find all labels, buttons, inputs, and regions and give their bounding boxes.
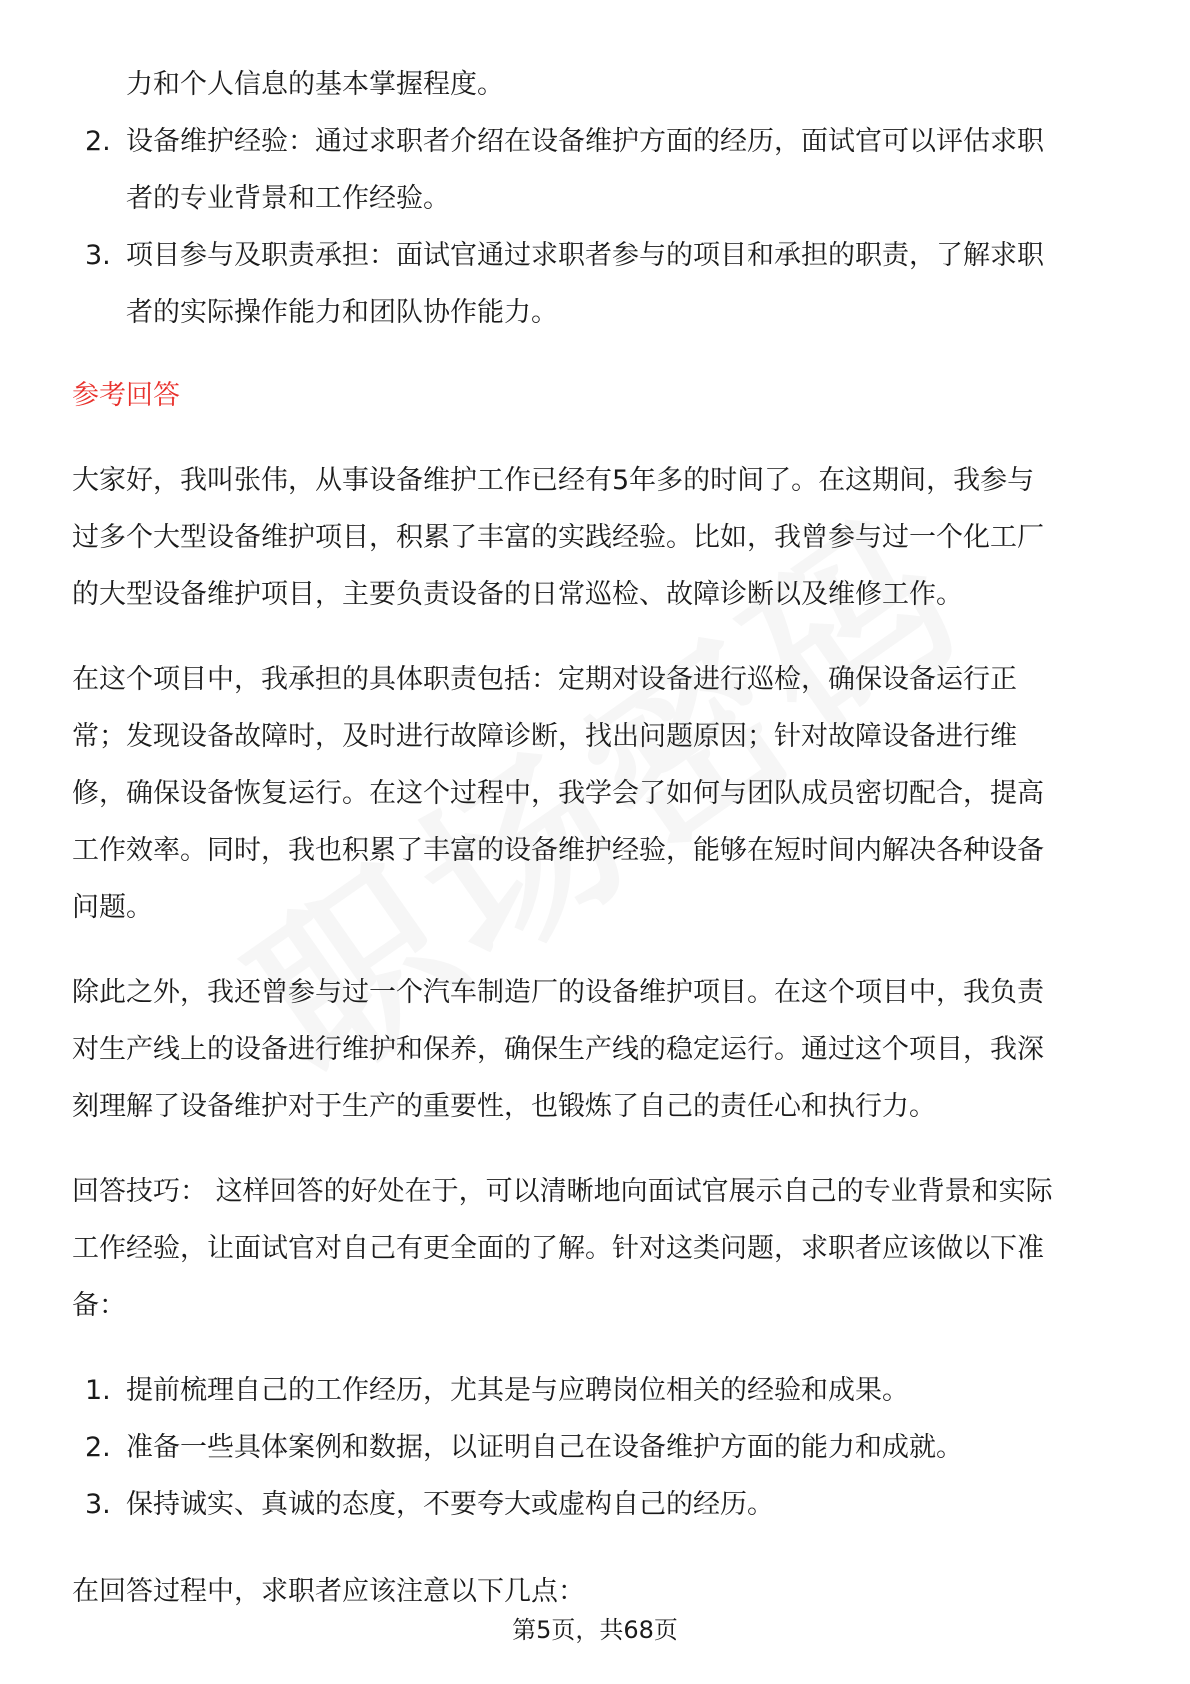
paragraph-line: 刻理解了设备维护对于生产的重要性，也锻炼了自己的责任心和执行力。 [72,1091,936,1122]
top-list [72,113,1128,341]
paragraph-tips [72,1163,1128,1334]
list-item [72,1362,1128,1419]
list-item-text: 者的实际操作能力和团队协作能力。 [126,297,558,328]
list-item-text: 保持诚实、真诚的态度，不要夸大或虚构自己的经历。 [126,1489,774,1520]
list-item [72,227,1128,341]
page-content [72,56,1128,1620]
paragraph-line: 工作效率。同时，我也积累了丰富的设备维护经验，能够在短时间内解决各种设备 [72,835,1044,866]
list-item [72,113,1128,227]
paragraph-line: 工作经验，让面试官对自己有更全面的了解。针对这类问题，求职者应该做以下准 [72,1233,1044,1264]
paragraph-line: 回答技巧： 这样回答的好处在于，可以清晰地向面试官展示自己的专业背景和实际 [72,1176,1053,1207]
paragraph-extra [72,964,1128,1135]
paragraph-line: 在这个项目中，我承担的具体职责包括：定期对设备进行巡检，确保设备运行正 [72,664,1017,695]
paragraph-duties [72,651,1128,936]
paragraph-line: 常；发现设备故障时，及时进行故障诊断，找出问题原因；针对故障设备进行维 [72,721,1017,752]
paragraph-intro [72,452,1128,623]
list-number: 1. [85,1375,111,1406]
paragraph-line: 的大型设备维护项目，主要负责设备的日常巡检、故障诊断以及维修工作。 [72,579,963,610]
list-continuation: 力和个人信息的基本掌握程度。 [126,69,504,100]
list-number: 2. [85,1432,111,1463]
paragraph-line: 过多个大型设备维护项目，积累了丰富的实践经验。比如，我曾参与过一个化工厂 [72,522,1044,553]
list-item-text: 设备维护经验：通过求职者介绍在设备维护方面的经历，面试官可以评估求职 [126,126,1044,157]
section-title: 参考回答 [72,380,180,411]
paragraph-line: 修，确保设备恢复运行。在这个过程中，我学会了如何与团队成员密切配合，提高 [72,778,1044,809]
list-number: 3. [85,240,111,271]
paragraph-line: 除此之外，我还曾参与过一个汽车制造厂的设备维护项目。在这个项目中，我负责 [72,977,1044,1008]
list-item-text: 准备一些具体案例和数据，以证明自己在设备维护方面的能力和成就。 [126,1432,963,1463]
paragraph-line: 问题。 [72,892,153,923]
list-item [72,1419,1128,1476]
closing-line: 在回答过程中，求职者应该注意以下几点： [72,1576,585,1607]
list-item [72,1476,1128,1533]
list-number: 3. [85,1489,111,1520]
list-item-text: 者的专业背景和工作经验。 [126,183,450,214]
paragraph-line: 大家好，我叫张伟，从事设备维护工作已经有5年多的时间了。在这期间，我参与 [72,465,1035,496]
list-item-text: 提前梳理自己的工作经历，尤其是与应聘岗位相关的经验和成果。 [126,1375,909,1406]
list-number: 2. [85,126,111,157]
list-item-text: 项目参与及职责承担：面试官通过求职者参与的项目和承担的职责，了解求职 [126,240,1044,271]
paragraph-line: 备： [72,1290,126,1321]
page-footer: 第5页，共68页 [512,1616,678,1644]
paragraph-line: 对生产线上的设备进行维护和保养，确保生产线的稳定运行。通过这个项目，我深 [72,1034,1044,1065]
tips-list [72,1362,1128,1533]
